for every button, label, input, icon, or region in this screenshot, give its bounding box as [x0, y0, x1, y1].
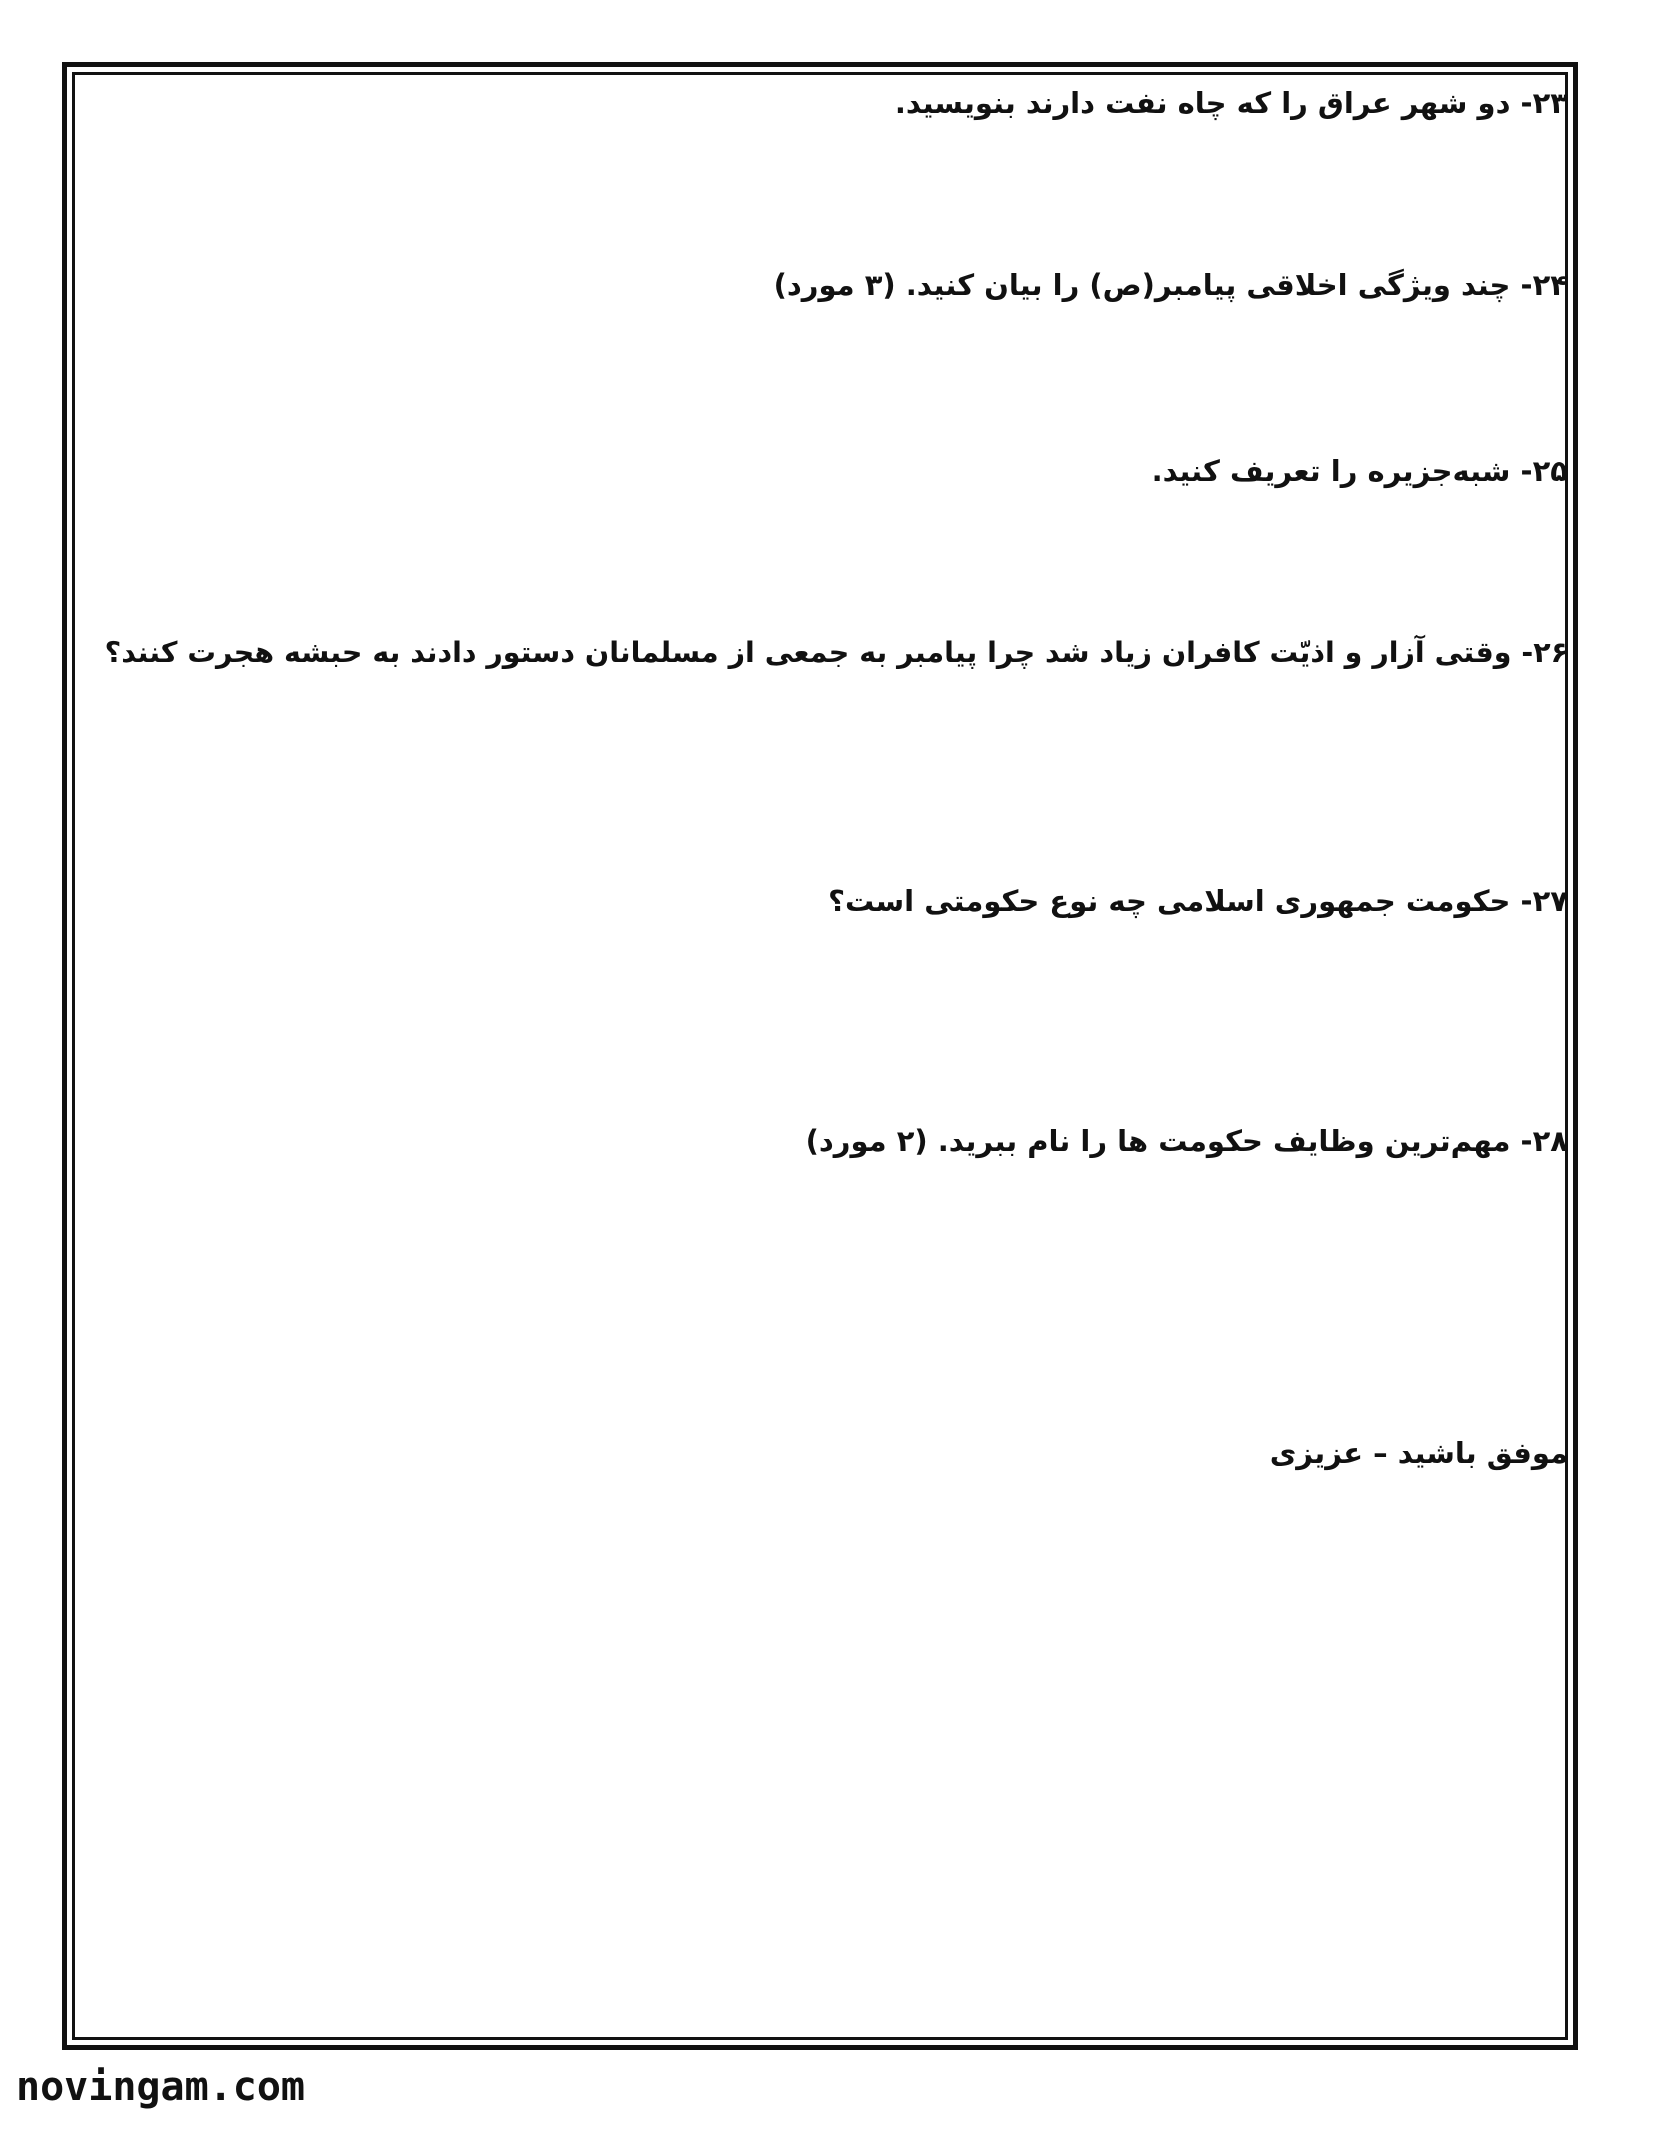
closing-signature: موفق باشید – عزیزی: [1269, 1436, 1568, 1470]
question-28: ۲۸- مهم‌ترین وظایف حکومت ها را نام ببرید. (۲ مورد): [805, 1124, 1568, 1158]
site-watermark: novingam.com: [16, 2064, 305, 2110]
page-border-inner: [72, 72, 1568, 2040]
question-24: ۲۴- چند ویژگی اخلاقی پیامبر(ص) را بیان کنید. (۳ مورد): [773, 268, 1568, 302]
question-25: ۲۵- شبه‌جزیره را تعریف کنید.: [1151, 454, 1568, 488]
question-23: ۲۳- دو شهر عراق را که چاه نفت دارند بنویسید.: [894, 86, 1568, 120]
question-27: ۲۷- حکومت جمهوری اسلامی چه نوع حکومتی است؟: [828, 884, 1568, 918]
question-26: ۲۶- وقتی آزار و اذیّت کافران زیاد شد چرا پیامبر به جمعی از مسلمانان دستور دادند به حبشه هجرت کنند؟: [104, 636, 1568, 669]
